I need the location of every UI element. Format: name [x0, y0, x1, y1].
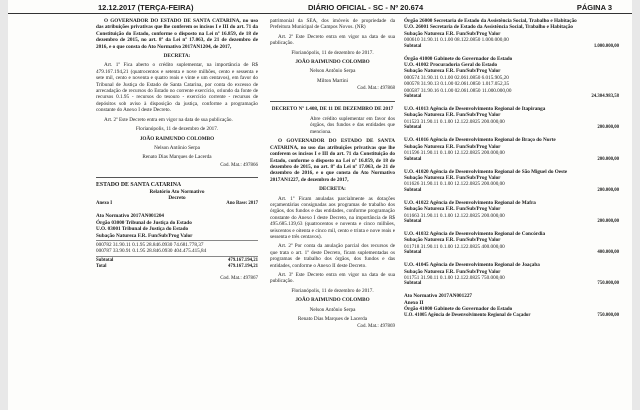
divider — [270, 101, 395, 102]
column-2 — [270, 18, 395, 339]
table-row: 011523 31.90.11 0.1.00 12.122.0825 200.000,00 — [404, 118, 505, 125]
orgao-line: U.O. 41020 Agência de Desenvolvimento Regional de São Miguel do Oeste — [404, 168, 568, 175]
article-1: Art. 1º Ficam anuladas parcialmente as dotações orçamentárias consignadas aos programas de trabalho dos órgãos, dos fundos e das entidades, conforme programação constante do Anexo I deste Decreto, na importância de R$ 495.685.139,63 (quatrocentos e noventa e cinco milhões, seiscentos e oitenta e cinco mil, cento e trinta e nove reais e sessenta e três centavos). — [270, 195, 395, 240]
normative-act: Ato Normativo 2017AN001204 — [96, 213, 165, 220]
budget-block — [404, 231, 619, 256]
decree-ementa: Abre crédito suplementar em favor dos órgãos, dos fundos e das entidades que menciona. — [310, 116, 395, 135]
budget-block — [404, 137, 619, 162]
place-date: Florianópolis, 11 de dezembro de 2017. — [135, 126, 219, 133]
decreta-heading: DECRETA: — [319, 186, 346, 193]
subtotal-label: Subtotal — [404, 43, 422, 49]
table-row: 000574 31.90.11 0.1.00 02.061.0850 6.015.905,20 — [404, 74, 509, 81]
table-row: 011718 31.90.11 0.1.00 12.122.0825 400.000,00 — [404, 243, 505, 250]
article-2: Art. 2º Este Decreto entra em vigor na data de sua publicação. — [270, 33, 395, 47]
report-title: Relatório Ato Normativo — [149, 188, 205, 195]
signature-3: Milton Martini — [317, 77, 348, 84]
signature-3: Renato Dias Marques de Lacerda — [142, 154, 212, 161]
signature-2: Nelson Antônio Serpa — [309, 68, 356, 75]
orgao-line: Órgão 41000 Gabinete do Governador do Estado — [404, 306, 513, 313]
orgao-line: U.O. 41016 Agência de Desenvolvimento Regional de Braço do Norte — [404, 137, 556, 144]
decree-title: DECRETO Nº 1.408, DE 11 DE DEZEMBRO DE 2017 — [271, 105, 394, 112]
material-code: Cod. Mat.: 497867 — [220, 275, 258, 281]
subtotal-value: 200.000,00 — [597, 156, 619, 162]
signature-governor: JOÃO RAIMUNDO COLOMBO — [295, 297, 370, 304]
subtotal-value: 200.000,00 — [597, 187, 619, 193]
signature-governor: JOÃO RAIMUNDO COLOMBO — [295, 59, 370, 66]
subtotal-label: Subtotal — [404, 94, 422, 100]
column-3 — [404, 18, 619, 319]
article-1: Art. 1º Fica aberto o crédito suplementar, na importância de R$ 479.167.194,21 (quatrocentos e setenta e nove milhões, cento e sessenta e sete mil, cento e noventa e quatro reais e vinte e um centavos), em favor do Tribunal de Justiça do Estado de Santa Catarina, por conta do excesso de arrecadação de recursos do Estado no corrente exercício, oriundo da fonte de recursos 0.1.95 - recursos do tesouro - exercício corrente - recursos de depósitos sob aviso à disposição da justiça, conforme a programação constante do Anexo I deste Decreto. — [96, 62, 258, 114]
subtotal-value: 479.167.194,21 — [228, 257, 258, 263]
column-1 — [96, 18, 258, 290]
orgao-line: U.O. 41022 Agência de Desenvolvimento Regional de Mafra — [404, 199, 536, 206]
decree-intro: O GOVERNADOR DO ESTADO DE SANTA CATARINA, no uso das atribuições privativas que lhe conferem os incisos I e III do art. 71 da Constituição do Estado, conforme o disposto na Lei nº 16.859, de 18 de dezembro de 2015, no art. 8º da Lei nº 17.063, de 21 de dezembro de 2016, e o que consta do Ato Normativo 2017AN1204, de 2017, — [96, 18, 258, 50]
uo-line: U.O. 03001 Tribunal de Justiça do Estado — [96, 226, 189, 233]
divider — [96, 177, 258, 178]
orgao-line: U.O. 41013 Agência de Desenvolvimento Regional de Itapiranga — [404, 106, 546, 113]
signature-3: Renato Dias Marques de Lacerda — [297, 316, 368, 323]
table-header: Subação Natureza F.R. Fun/Sub/Prog Valor — [404, 30, 501, 37]
orgao-line: U.O. 41032 Agência de Desenvolvimento Regional de Concórdia — [404, 230, 546, 237]
budget-block — [404, 262, 619, 287]
newspaper-page — [8, 0, 632, 410]
table-row: 000782 31.90.11 0.1.95 28.846.0930 74.681.778,37 — [96, 241, 204, 248]
report-subtitle: Decreto — [168, 194, 186, 201]
table-row: 000610 31.90.11 0.1.00 08.122.0850 1.000.000,00 — [404, 37, 509, 44]
material-code: Cod. Mat.: 497866 — [220, 162, 258, 168]
article-2: Art. 2º Por conta da anulação parcial dos recursos de que trata o art. 1º deste Decreto, ficam suplementadas os programas de trabalho dos órgãos, dos fundos e das entidades, conforme o Anexo II deste Decreto. — [270, 243, 395, 269]
subtotal-value: 24.304.983,58 — [591, 94, 619, 100]
table-row: 011663 31.90.11 0.1.00 12.122.0825 200.000,00 — [404, 212, 505, 219]
subtotal-label: Subtotal — [404, 156, 422, 162]
table-row: 011596 31.90.11 0.1.00 12.122.0825 200.000,00 — [404, 150, 505, 157]
table-header: Subação Natureza F.R. Fun/Sub/Prog Valor — [404, 68, 501, 75]
signature-2: Nelson Antônio Serpa — [309, 306, 356, 313]
total-value: 479.167.194,21 — [228, 263, 258, 269]
subtotal-value: 200.000,00 — [597, 218, 619, 224]
annex-label: Anexo II — [404, 299, 424, 306]
uo-line: U.O. 26001 Secretaria de Estado da Assistência Social, Trabalho e Habitação — [404, 24, 574, 31]
subtotal-label: Subtotal — [404, 218, 422, 224]
value: 750.000,00 — [597, 312, 619, 318]
signature-2: Nelson Antônio Serpa — [154, 144, 200, 151]
table-header: Subação Natureza F.R. Fun/Sub/Prog Valor — [404, 143, 501, 150]
subtotal-label: Subtotal — [404, 281, 422, 287]
orgao-line: Órgão 26000 Secretaria de Estado da Assistência Social, Trabalho e Habitação — [404, 18, 577, 24]
base-year: Ano Base: 2017 — [226, 201, 258, 207]
table-header: Subação Natureza F.R. Fun/Sub/Prog Valor — [96, 232, 193, 239]
material-code: Cod. Mat.: 497868 — [357, 86, 395, 92]
decree-intro: O GOVERNADOR DO ESTADO DE SANTA CATARINA, no uso das atribuições privativas que lhe conferem os incisos I e III do art. 71 da Constituição do Estado, conforme o disposto na Lei nº 16.859, de 18 de dezembro de 2015, no art. 8º da Lei nº 17.063, de 21 de dezembro de 2016, e o que consta do Ato Normativo 2017AN1227, de dezembro de 2017, — [270, 138, 395, 183]
orgao-line: Órgão 41000 Gabinete do Governador do Estado — [404, 55, 513, 62]
table-row: 000578 31.90.13 0.1.00 02.061.0850 1.017.052,35 — [404, 81, 510, 88]
header-date: 12.12.2017 (TERÇA-FEIRA) — [98, 3, 194, 12]
subtotal-value: 1.000.000,00 — [593, 43, 619, 49]
table-row: 011751 31.90.11 0.1.00 12.122.0825 750.000,00 — [404, 274, 505, 281]
page-header — [8, 0, 632, 14]
subtotal-value: 750.000,00 — [597, 281, 619, 287]
place-date: Florianópolis, 11 de dezembro de 2017. — [291, 49, 374, 56]
subtotal-label: Subtotal — [404, 250, 422, 256]
normative-act: Ato Normativo 2017AN001227 — [404, 293, 473, 300]
table-header: Subação Natureza F.R. Fun/Sub/Prog Valor — [404, 174, 501, 181]
signature-governor: JOÃO RAIMUNDO COLOMBO — [139, 135, 215, 142]
header-page-number: PÁGINA 3 — [576, 3, 612, 12]
state-heading: ESTADO DE SANTA CATARINA — [96, 182, 182, 189]
article-2: Art. 2º Este Decreto entra em vigor na data de sua publicação. — [104, 116, 233, 123]
table-header: Subação Natureza F.R. Fun/Sub/Prog Valor — [404, 237, 501, 244]
subtotal-label: Subtotal — [96, 257, 114, 263]
budget-block — [404, 169, 619, 194]
paragraph: patrimonial da SEA, dos imóveis de propriedade da Prefeitura Municipal de Campos Novos. (NR) — [270, 18, 395, 31]
table-header: Subação Natureza F.R. Fun/Sub/Prog Valor — [404, 206, 501, 213]
subtotal-value: 200.000,00 — [597, 125, 619, 131]
uo-line: U.O. 41002 Procuradoria Geral do Estado — [404, 62, 498, 69]
place-date: Florianópolis, 11 de dezembro de 2017. — [291, 287, 374, 294]
budget-block — [404, 18, 619, 50]
total-label: Total — [96, 263, 107, 269]
budget-block — [404, 200, 619, 225]
budget-block — [404, 56, 619, 100]
uo-line: U.O. 41005 Agência de Desenvolvimento Regional de Caçador — [404, 312, 531, 318]
orgao-line: Órgão 03000 Tribunal de Justiça do Estado — [96, 219, 192, 226]
article-3: Art. 3º Este Decreto entra em vigor na data de sua publicação. — [270, 272, 395, 285]
annex-label: Anexo I — [96, 201, 113, 207]
subtotal-value: 400.000,00 — [597, 250, 619, 256]
table-row: 000587 31.90.16 0.1.00 02.061.0850 11.000.000,00 — [404, 87, 512, 94]
table-header: Subação Natureza F.R. Fun/Sub/Prog Valor — [404, 268, 501, 275]
table-row: 011626 31.90.11 0.1.00 12.122.0825 200.000,00 — [404, 181, 505, 188]
material-code: Cod. Mat.: 497869 — [357, 324, 395, 330]
budget-block — [404, 106, 619, 131]
orgao-line: U.O. 41045 Agência de Desenvolvimento Regional de Joaçaba — [404, 262, 540, 269]
budget-blocks — [404, 18, 619, 287]
table-row: 000787 33.90.91 0.1.95 28.846.0930 404.475.415,84 — [96, 248, 207, 255]
subtotal-label: Subtotal — [404, 187, 422, 193]
decreta-heading: DECRETA: — [163, 53, 191, 60]
subtotal-label: Subtotal — [404, 125, 422, 131]
header-title: DIÁRIO OFICIAL - SC - Nº 20.674 — [308, 3, 424, 12]
table-header: Subação Natureza F.R. Fun/Sub/Prog Valor — [404, 112, 501, 119]
